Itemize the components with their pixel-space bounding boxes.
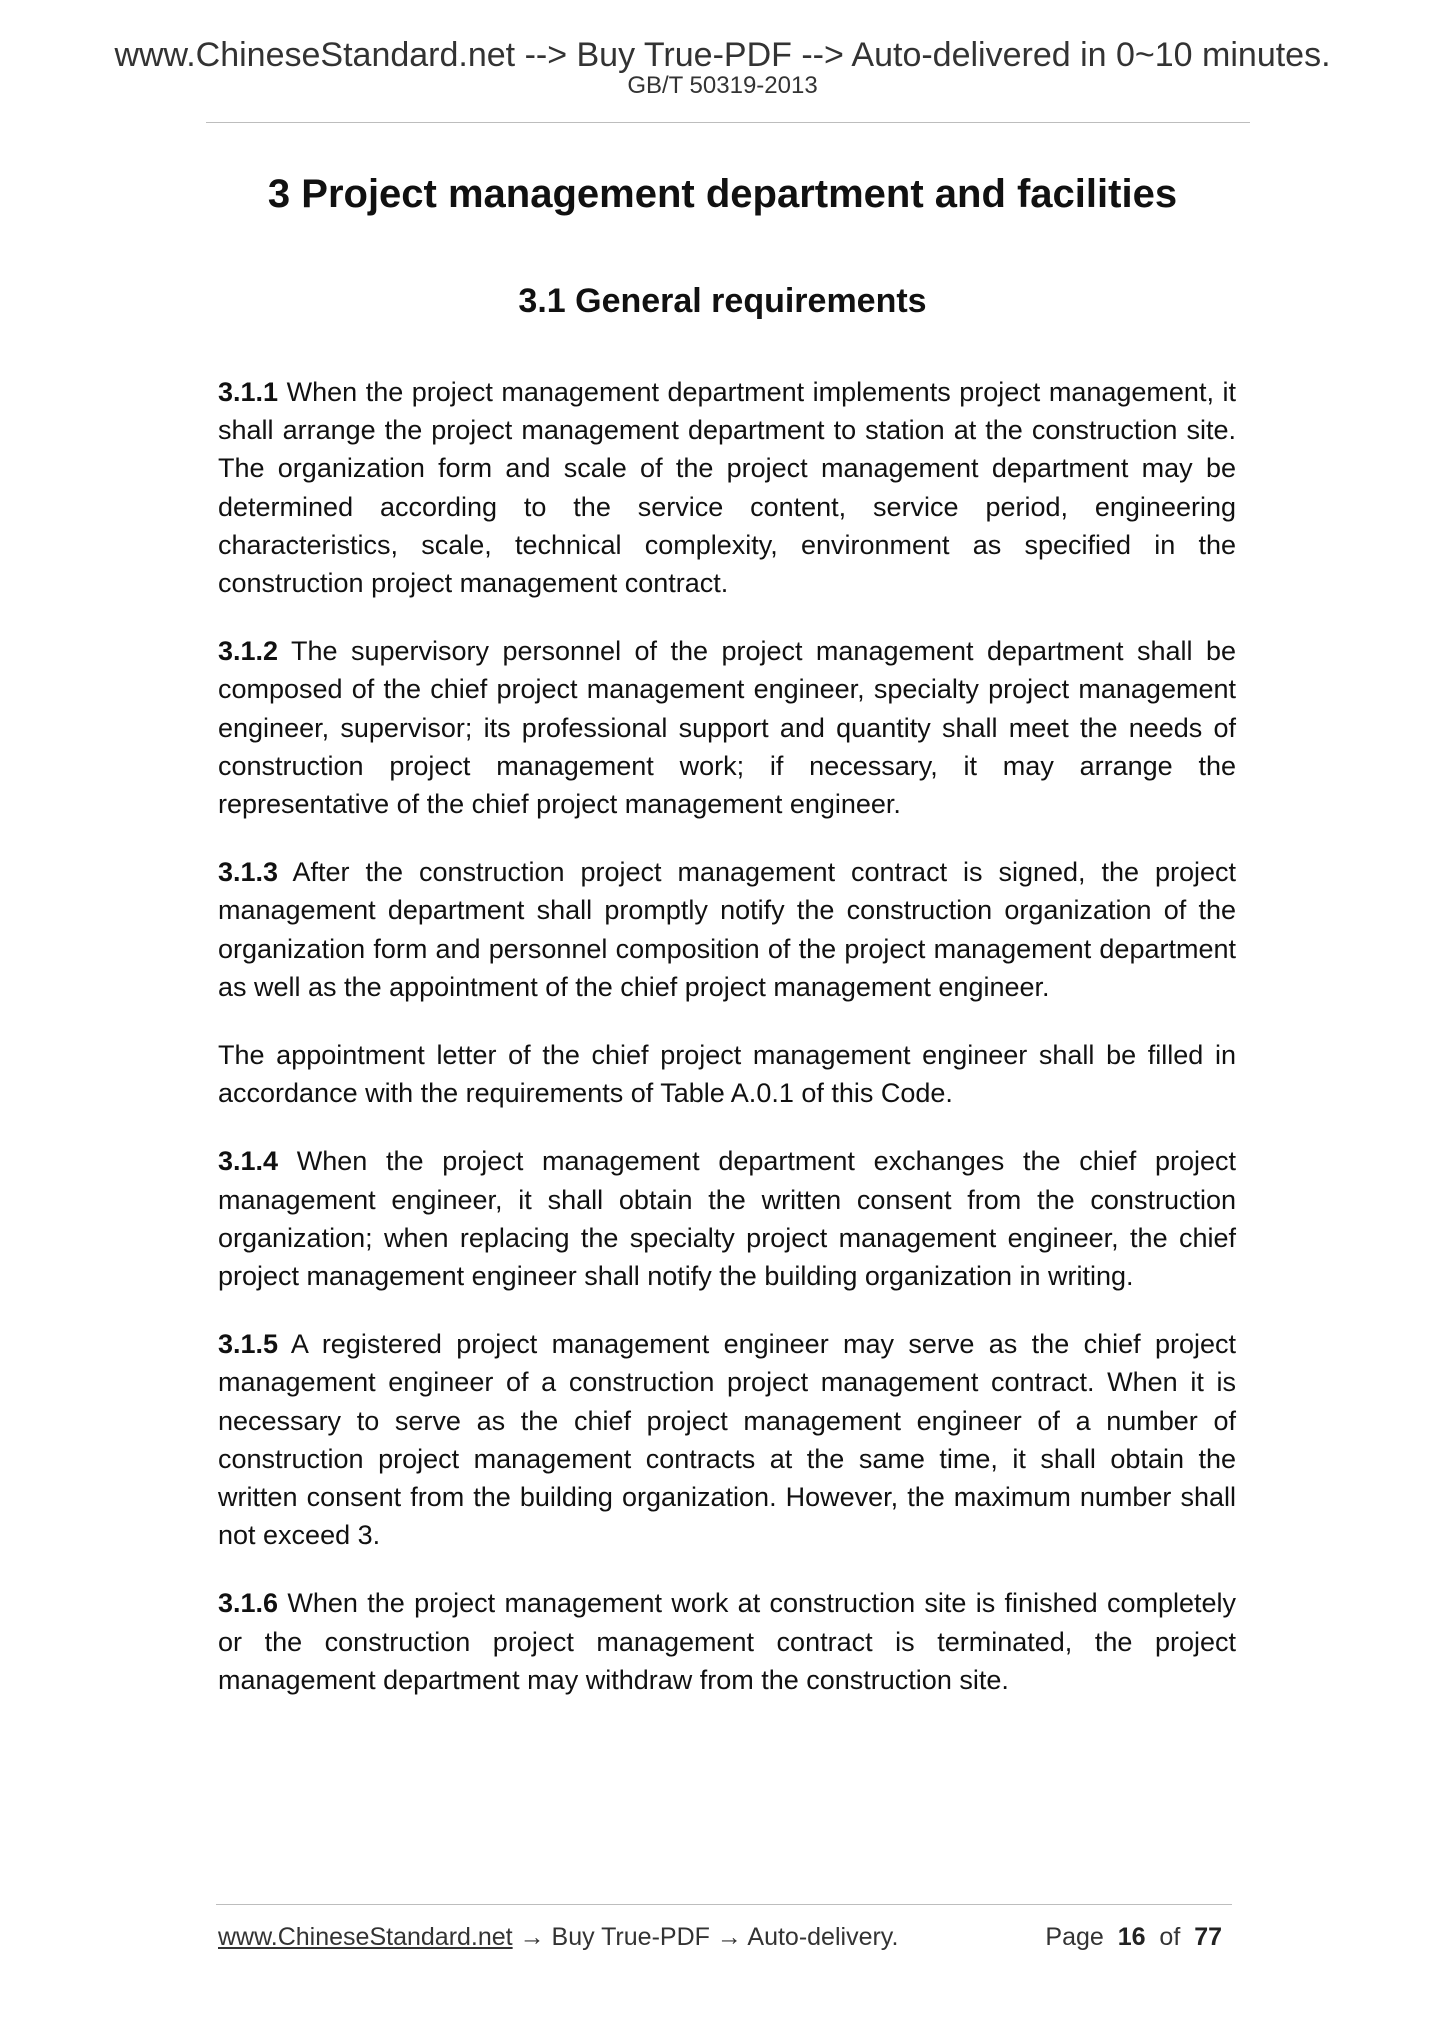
footer-tagline: → Buy True-PDF → Auto-delivery. xyxy=(512,1923,899,1951)
clause-text: When the project management work at construction site is finished completely or the construction project management contract is terminated, the project management department may withdraw from the construction site. xyxy=(218,1588,1236,1695)
paragraph-3-1-6 xyxy=(218,1584,1236,1699)
of-word: of xyxy=(1159,1923,1181,1951)
clause-text: The appointment letter of the chief project management engineer shall be filled in accordance with the requirements of Table A.0.1 of this Code. xyxy=(218,1040,1236,1109)
clause-text: The supervisory personnel of the project management department shall be composed of the chief project management engineer, specialty project management engineer, supervisor; its professional support and quantity shall meet the needs of construction project management work; if necessary, it may arrange the representative of the chief project management engineer. xyxy=(218,636,1236,820)
paragraph-3-1-5 xyxy=(218,1325,1236,1554)
page-word: Page xyxy=(1045,1923,1104,1951)
clause-number: 3.1.1 xyxy=(218,377,279,407)
chapter-title: 3 Project management department and facilities xyxy=(267,172,1178,216)
paragraph-3-1-2 xyxy=(218,632,1236,823)
clause-text: When the project management department exchanges the chief project management engineer, it shall obtain the written consent from the construction organization; when replacing the specialty project management engineer, the chief project management engineer shall notify the building organization in writing. xyxy=(218,1146,1236,1292)
clause-number: 3.1.3 xyxy=(218,857,279,888)
page-indicator xyxy=(1045,1923,1222,1952)
clause-text: After the construction project management contract is signed, the project management department shall promptly notify the construction organization of the organization form and personnel composition of the project management department as well as the appointment of the chief project management engineer. xyxy=(218,857,1236,1002)
paragraph-3-1-3 xyxy=(218,853,1236,1006)
page-number: 16 xyxy=(1117,1923,1146,1951)
clause-number: 3.1.4 xyxy=(218,1146,279,1177)
paragraph-appointment-letter xyxy=(218,1036,1236,1112)
document-code: GB/T 50319-2013 xyxy=(627,72,818,99)
clause-text: A registered project management engineer may serve as the chief project management engineer of a construction project management contract. When it is necessary to serve as the chief project management engineer of a number of construction project management contracts at the same time, it shall obtain the written consent from the building organization. However, the maximum number shall not exceed 3. xyxy=(218,1329,1236,1551)
footer-site-link[interactable]: www.ChineseStandard.net xyxy=(218,1923,513,1951)
clause-number: 3.1.6 xyxy=(218,1588,279,1619)
total-pages: 77 xyxy=(1194,1923,1222,1951)
header-divider xyxy=(206,122,1250,123)
paragraph-3-1-1 xyxy=(218,373,1236,602)
clause-number: 3.1.2 xyxy=(218,636,279,667)
body-text xyxy=(218,373,1236,1729)
paragraph-3-1-4 xyxy=(218,1142,1236,1295)
footer-divider xyxy=(216,1904,1232,1905)
section-title: 3.1 General requirements xyxy=(518,282,927,320)
clause-number: 3.1.5 xyxy=(218,1329,279,1360)
page-footer xyxy=(218,1923,1232,1952)
top-banner: www.ChineseStandard.net --> Buy True-PDF --> Auto-delivered in 0~10 minutes. xyxy=(114,36,1331,74)
clause-text: When the project management department implements project management, it shall arrange the project management department to station at the construction site. The organization form and scale of the project management department may be determined according to the service content, service period, engineering characteristics, scale, technical complexity, environment as specified in the construction project management contract. xyxy=(218,377,1236,599)
